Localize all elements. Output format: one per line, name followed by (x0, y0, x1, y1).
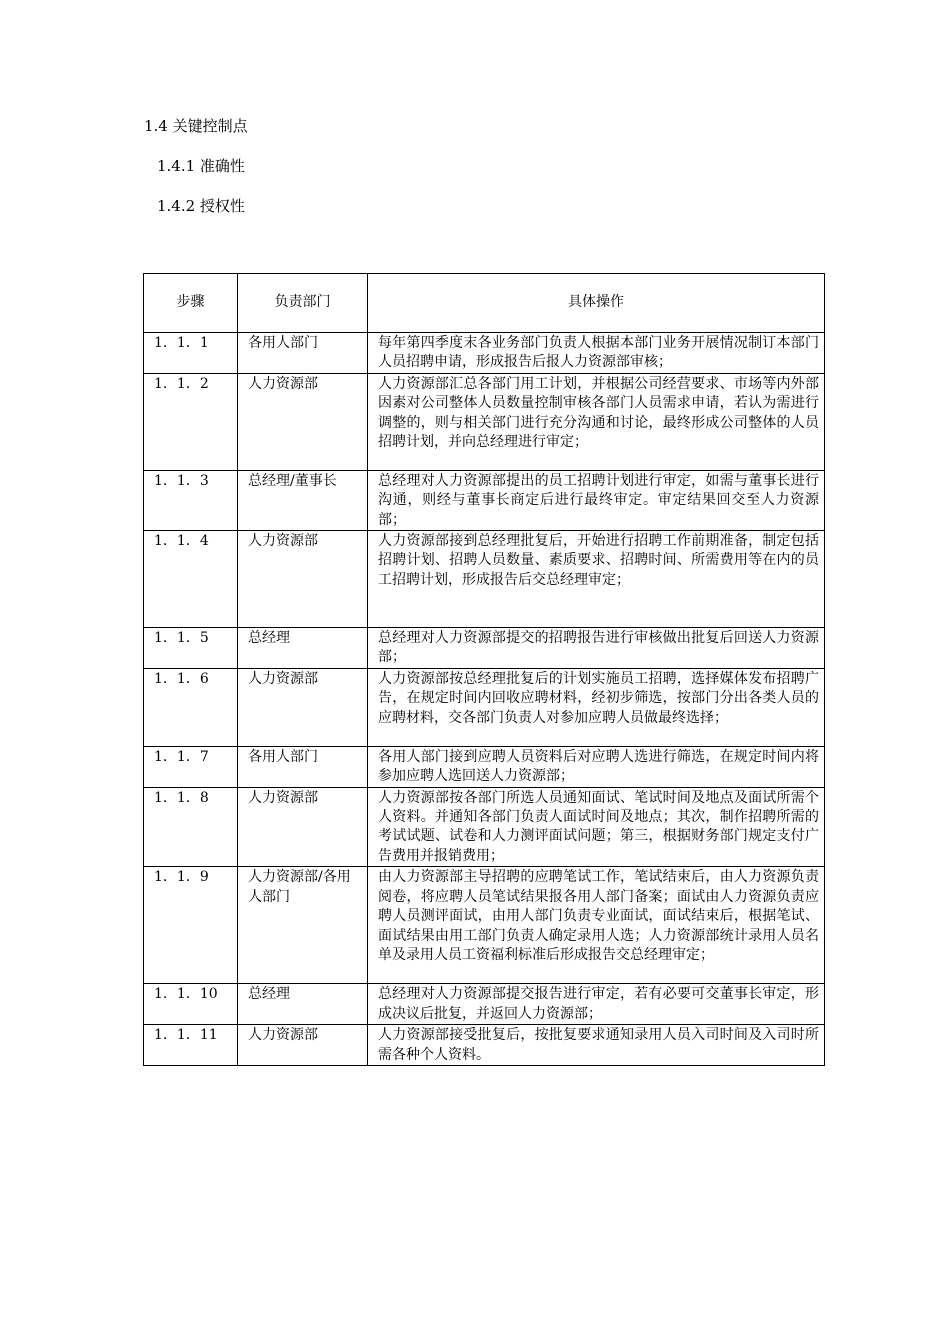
table-row (144, 531, 825, 628)
subsection-heading-1-4-2: 1.4.2 授权性 (157, 197, 245, 215)
header-operation: 具体操作 (368, 274, 825, 333)
description-cell: 总经理对人力资源部提交的招聘报告进行审核做出批复后回送人力资源部； (368, 628, 825, 669)
table-header-row (144, 274, 825, 333)
description-cell: 人力资源部接到总经理批复后，开始进行招聘工作前期准备，制定包括招聘计划、招聘人员数量、素质要求、招聘时间、所需费用等在内的员工招聘计划，形成报告后交总经理审定； (368, 531, 825, 628)
header-step: 步骤 (144, 274, 238, 333)
step-cell: 1．1．10 (144, 984, 238, 1025)
table-row (144, 470, 825, 530)
step-cell: 1．1．3 (144, 470, 238, 530)
department-cell: 总经理 (238, 984, 368, 1025)
department-cell: 总经理 (238, 628, 368, 669)
department-cell: 各用人部门 (238, 746, 368, 787)
department-cell: 总经理/董事长 (238, 470, 368, 530)
description-cell: 各用人部门接到应聘人员资料后对应聘人选进行筛选，在规定时间内将参加应聘人选回送人力资源部； (368, 746, 825, 787)
step-cell: 1．1．2 (144, 373, 238, 470)
department-cell: 人力资源部 (238, 787, 368, 867)
department-cell: 人力资源部 (238, 1025, 368, 1066)
description-cell: 人力资源部汇总各部门用工计划，并根据公司经营要求、市场等内外部因素对公司整体人员数量控制审核各部门人员需求申请，若认为需进行调整的，则与相关部门进行充分沟通和讨论，最终形成公司整体的人员招聘计划，并向总经理进行审定； (368, 373, 825, 470)
procedure-table (143, 273, 825, 1066)
table-row (144, 746, 825, 787)
step-cell: 1．1．8 (144, 787, 238, 867)
section-heading-1-4: 1.4 关键控制点 (144, 117, 248, 135)
step-cell: 1．1．5 (144, 628, 238, 669)
step-cell: 1．1．1 (144, 333, 238, 374)
step-cell: 1．1．7 (144, 746, 238, 787)
department-cell: 人力资源部/各用人部门 (238, 867, 368, 984)
description-cell: 由人力资源部主导招聘的应聘笔试工作，笔试结束后，由人力资源负责阅卷，将应聘人员笔试结果报各用人部门备案；面试由人力资源负责应聘人员测评面试，由用人部门负责专业面试，面试结束后，根据笔试、面试结果由用工部门负责人确定录用人选；人力资源部统计录用人员名单及录用人员工资福利标准后形成报告交总经理审定； (368, 867, 825, 984)
table-row (144, 333, 825, 374)
description-cell: 人力资源部按各部门所选人员通知面试、笔试时间及地点及面试所需个人资料。并通知各部门负责人面试时间及地点；其次，制作招聘所需的考试试题、试卷和人力测评面试问题；第三，根据财务部门规定支付广告费用并报销费用； (368, 787, 825, 867)
description-cell: 总经理对人力资源部提出的员工招聘计划进行审定，如需与董事长进行沟通，则经与董事长商定后进行最终审定。审定结果回交至人力资源部； (368, 470, 825, 530)
table-row (144, 373, 825, 470)
header-department: 负责部门 (238, 274, 368, 333)
department-cell: 人力资源部 (238, 531, 368, 628)
table-row (144, 867, 825, 984)
description-cell: 人力资源部按总经理批复后的计划实施员工招聘，选择媒体发布招聘广告，在规定时间内回收应聘材料，经初步筛选，按部门分出各类人员的应聘材料，交各部门负责人对参加应聘人员做最终选择； (368, 668, 825, 746)
step-cell: 1．1．6 (144, 668, 238, 746)
table-row (144, 984, 825, 1025)
step-cell: 1．1．11 (144, 1025, 238, 1066)
description-cell: 总经理对人力资源部提交报告进行审定，若有必要可交董事长审定，形成决议后批复，并返回人力资源部； (368, 984, 825, 1025)
table-row (144, 628, 825, 669)
department-cell: 人力资源部 (238, 373, 368, 470)
step-cell: 1．1．4 (144, 531, 238, 628)
table-row (144, 787, 825, 867)
step-cell: 1．1．9 (144, 867, 238, 984)
subsection-heading-1-4-1: 1.4.1 准确性 (157, 157, 245, 175)
department-cell: 各用人部门 (238, 333, 368, 374)
department-cell: 人力资源部 (238, 668, 368, 746)
description-cell: 人力资源部接受批复后，按批复要求通知录用人员入司时间及入司时所需各种个人资料。 (368, 1025, 825, 1066)
table-row (144, 668, 825, 746)
table-row (144, 1025, 825, 1066)
description-cell: 每年第四季度末各业务部门负责人根据本部门业务开展情况制订本部门人员招聘申请，形成报告后报人力资源部审核； (368, 333, 825, 374)
